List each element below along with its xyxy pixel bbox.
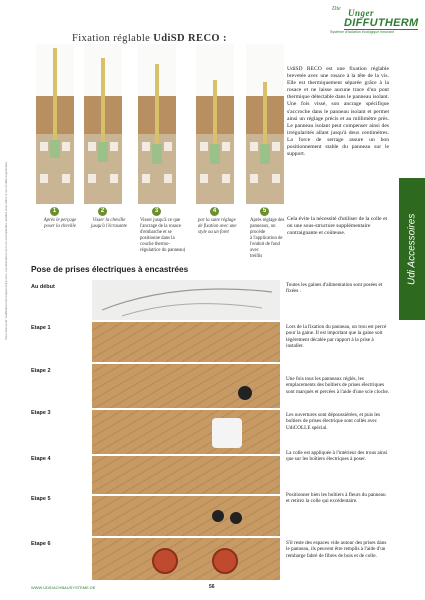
etape-label-2: Etape 2 bbox=[31, 368, 51, 374]
intro-paragraph-2: Cela évite la nécessité d'utiliser de la colle et on une sous-structure supplémentaire contraignante et coûteuse. bbox=[287, 216, 388, 237]
etape-text-1: Lors de la fixation du panneau, un trou est percé pour la gaine. Il est important que la gaine soit légèrement décalée par rapport à la prise à installer. bbox=[286, 324, 387, 350]
etape-text-2: Une fois tous les panneaux réglés, les emplacements des boîtiers de prises électriques sont marqués et percées à l'aide d'une scie cloche. bbox=[286, 376, 390, 395]
etape-label-6: Etape 6 bbox=[31, 541, 51, 547]
etape-photo-2 bbox=[92, 364, 280, 408]
etape-photo-1 bbox=[92, 322, 280, 362]
step-number-1: 1 bbox=[50, 207, 59, 216]
legal-note: Sous réserve de modifications techniques et d'erreurs. Les illustrations sont non contractuelles. Veuillez vous référer à nos conditions générales. bbox=[4, 161, 8, 340]
page-number: 56 bbox=[209, 584, 215, 590]
etape-photo-5 bbox=[92, 496, 280, 536]
step-number-5: 5 bbox=[260, 207, 269, 216]
step-caption-2: Visser la cheville jusqu'à l'écrasante bbox=[90, 218, 128, 229]
etape-label-0: Au début bbox=[31, 284, 55, 290]
step-number-3: 3 bbox=[152, 207, 161, 216]
page-title bbox=[72, 33, 227, 44]
logo-small-text: Die bbox=[332, 6, 341, 12]
etape-label-3: Etape 3 bbox=[31, 410, 51, 416]
logo-top-text: Unger bbox=[348, 8, 375, 18]
section-title: Pose de prises électriques à encastrées bbox=[31, 264, 189, 274]
footer-url[interactable]: WWW.UDIDACHBAUSYSTEME.DE bbox=[31, 585, 96, 590]
socket-box-icon bbox=[212, 510, 224, 522]
step-caption-3: Visser jusqu'à ce que l'ancrage de la rosace d'embarche et se positionne dans la couche thermo- régulatrice du panneau) bbox=[140, 218, 186, 253]
brand-logo bbox=[330, 6, 422, 40]
title-suffix: : bbox=[220, 33, 227, 44]
etape-label-1: Etape 1 bbox=[31, 325, 51, 331]
etape-text-0: Toutes les gaines d'alimentation sont posées et fixées . bbox=[286, 282, 383, 295]
cable-illustration bbox=[92, 280, 280, 320]
filled-socket-icon-2 bbox=[212, 548, 238, 574]
step-image-2 bbox=[84, 44, 122, 204]
etape-text-3: Les ouvertures sont dépoussiérées, et puis les boîtiers de prises électrique sont collés avec UdiCOLLE spécial. bbox=[286, 412, 381, 431]
side-tab-label: Udi Accessoires bbox=[406, 213, 418, 285]
step-image-5 bbox=[246, 44, 284, 204]
etape-photo-3 bbox=[92, 410, 280, 454]
step-image-4 bbox=[196, 44, 234, 204]
step-caption-4: par la suite réglage de fixation avec une style ou un foret bbox=[198, 218, 237, 235]
step-number-4: 4 bbox=[210, 207, 219, 216]
drill-icon bbox=[238, 386, 252, 400]
etape-photo-0 bbox=[92, 280, 280, 320]
logo-main-text: DIFFUTHERM bbox=[344, 17, 419, 29]
socket-box-icon-2 bbox=[230, 512, 242, 524]
filled-socket-icon bbox=[152, 548, 178, 574]
title-product: UdiSD RECO bbox=[153, 33, 220, 44]
step-caption-1: Après le perçage poser la cheville bbox=[43, 218, 77, 229]
step-caption-5: Après réglage des panneaux, on procède à l'application de l'enduit de fond avec treillis bbox=[250, 218, 285, 259]
etape-label-4: Etape 4 bbox=[31, 456, 51, 462]
etape-text-5: Positionner bien les boîtiers à fleurs du panneau et retirez la colle qui excédentaire. bbox=[286, 492, 386, 505]
step-image-1 bbox=[36, 44, 74, 204]
step-number-2: 2 bbox=[98, 207, 107, 216]
glue-bucket-icon bbox=[212, 418, 242, 448]
etape-text-6: S'il reste des espaces vide autour des prises dans le panneau, ils peuvent être remplis à l'aide d'un rembarge fabré de fibres de bois et de colle. bbox=[286, 540, 387, 559]
step-image-3 bbox=[138, 44, 176, 204]
etape-label-5: Etape 5 bbox=[31, 496, 51, 502]
etape-photo-4 bbox=[92, 456, 280, 494]
etape-text-4: La colle est appliquée à l'intérieur des trous ainsi que sur les boîtiers électriques à poser. bbox=[286, 450, 388, 463]
etape-photo-6 bbox=[92, 538, 280, 580]
logo-tagline: Système d'isolation écologique innovant bbox=[330, 30, 394, 34]
intro-paragraph: UdiSD RECO est une fixation réglable brevetée avec une rosace à la tête de la vis. Elle est thermiquement séparée grâce à la rosace et ne laisse aucune trace d'un pont thermique détectable dans le panneau isolant. Une fois vissé, son ancrage spécifique s'accroche dans le panneau isolant et permet ainsi un réglage précis et au millimètre près. Le panneau isolant peut compenser ainsi des irrégularités allant jusqu'à deux centimètres. La force de serrage assure un bon positionnement stable du panneau sur le support. bbox=[287, 66, 389, 158]
title-prefix: Fixation réglable bbox=[72, 33, 154, 44]
